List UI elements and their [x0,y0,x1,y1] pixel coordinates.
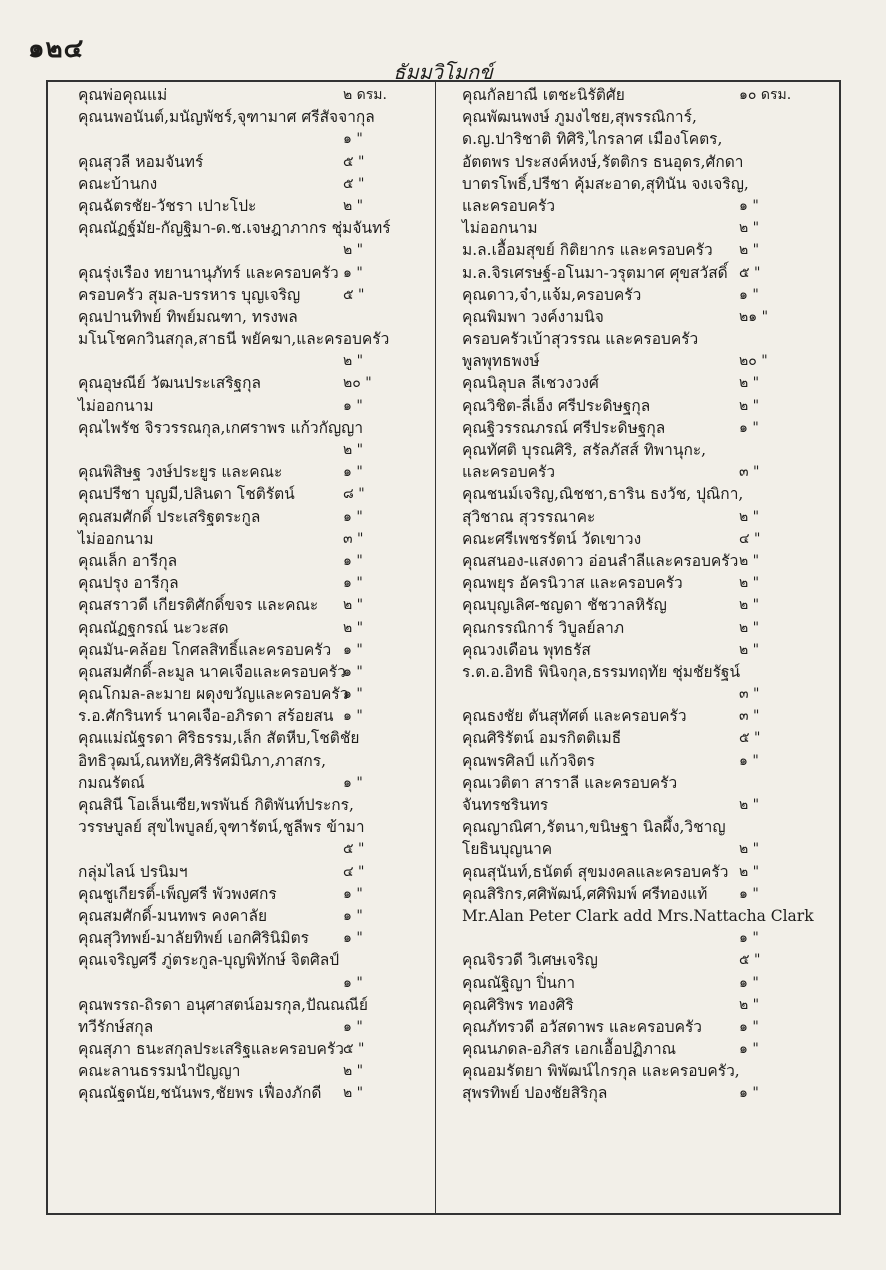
donor-entry [462,262,832,284]
donation-amount: ๒ " [739,508,760,525]
donor-entry [78,217,426,239]
donor-entry [78,461,426,483]
donation-amount: ๒ " [739,996,760,1013]
donor-entry [78,195,426,217]
donor-entry [78,861,426,883]
donation-amount: ๔ " [739,530,761,547]
donor-name: คณะลานธรรมนำปัญญา [78,1062,241,1081]
donor-entry [78,151,426,173]
donation-amount: ๑ " [739,752,759,769]
donor-name: ม.ล.เอื้อมสุขย์ กิติยากร และครอบครัว [462,241,713,260]
donor-entry [78,528,426,550]
donor-entry [78,949,426,971]
donation-amount: ๓ " [739,464,760,481]
donor-name: คุณเล็ก อารีกุล [78,551,178,570]
donor-name: ครอบครัวเบ้าสุวรรณ และครอบครัว [462,330,699,349]
donor-entry [78,727,426,749]
donor-entry [462,861,832,883]
donor-entry [462,905,832,927]
donation-amount: ๒ " [343,1063,364,1080]
donation-amount: ๓ " [343,530,364,547]
donor-entry [462,705,832,727]
donor-name: คุณอมรัตยา พิพัฒน์ไกรกุล และครอบครัว, [462,1062,740,1081]
donation-amount: ๒ " [739,552,760,569]
donor-entry [78,417,426,439]
donor-name: คุณณัฏฐ์มัย-กัญฐิมา-ด.ช.เจษฎาภากร ชุ่มจันทร์ [78,219,391,238]
donor-name: คุณแม่ณัฐรดา ศิริธรรม,เล็ก สัตหีบ,โชติชัย [78,729,360,748]
donation-amount: ๑ " [343,131,363,148]
donor-name: ร.ต.อ.อิทธิ พินิจกุล,ธรรมทฤทัย ชุ่มชัยรัฐน์ [462,662,741,681]
donor-entry [462,594,832,616]
donation-amount: ๑ " [739,930,759,947]
donor-entry [78,794,426,816]
donation-amount: ๑ " [343,907,363,924]
donor-name: คุณนพอนันต์,มนัญพัชร์,จุฑามาศ ศรีสัจจากุล [78,108,375,127]
donor-name: คุณญาณิศา,รัตนา,ขนิษฐา นิลผึ้ง,วิชาญ [462,818,726,837]
donation-amount: ๒๐ " [343,375,372,392]
donation-amount: ๒ " [739,575,760,592]
donor-name: อัตตพร ประสงค์หงษ์,รัตติกร ธนอุดร,ศักดา [462,152,744,171]
donor-entry [78,838,426,860]
donor-entry [462,639,832,661]
donor-entry [462,128,832,150]
donor-name: วรรษบูลย์ สุขไพบูลย์,จุฑารัตน์,ชูลีพร ข้ามา [78,818,365,837]
running-head: ธัมมวิโมกข์ [393,60,493,84]
donor-entry [78,883,426,905]
donor-name: คุณมัน-คล้อย โกศลสิทธิ์และครอบครัว [78,640,332,659]
donor-name: คุณสุนันท์,ธนัตต์ สุขมงคลและครอบครัว [462,862,729,881]
donor-name: ไม่ออกนาม [462,219,538,238]
donor-name: มโนโชคกวินสกุล,สาธนี พยัคฆา,และครอบครัว [78,330,390,349]
donation-amount: ๑ " [343,885,363,902]
donor-entry [78,328,426,350]
donor-name: คุณสินี โอเล็นเซีย,พรพันธ์ กิติพันท์ประกร, [78,796,354,814]
donor-entry [78,84,426,106]
donor-name: คุณโกมล-ละมาย ผดุงขวัญและครอบครัว [78,685,349,704]
donor-entry [78,639,426,661]
donor-name: คุณจิรวดี วิเศษเจริญ [462,951,598,970]
donor-entry [78,683,426,705]
donation-amount: ๘ " [343,486,365,503]
donor-entry [78,1038,426,1060]
donor-entry [462,328,832,350]
donor-name: กมณรัตณ์ [78,773,145,792]
donor-entry [462,372,832,394]
donor-entry [462,173,832,195]
donor-name: โยธินบุญนาค [462,840,553,859]
donor-name: คุณไพรัช จิรวรรณกุล,เกศราพร แก้วกัญญา [78,418,364,437]
donor-name: คุณพิสิษฐ วงษ์ประยูร และคณะ [78,463,283,482]
donor-name: คุณวิชิต-ลี่เอ็ง ศรีประดิษฐกุล [462,396,651,415]
donor-name: คุณปานทิพย์ ทิพย์มณฑา, ทรงพล [78,307,298,326]
donation-amount: ๒ " [343,197,364,214]
donation-amount: ๒๑ " [739,308,769,325]
donor-entry [462,284,832,306]
donor-entry [78,350,426,372]
donor-entry [462,727,832,749]
donation-amount: ๑ " [739,197,759,214]
donor-name: คุณสิริกร,ศศิพัฒน์,ศศิพิมพ์ ศรีทองแท้ [462,884,708,903]
donor-name: คุณฐิวรรณภรณ์ ศรีประดิษฐกุล [462,418,666,437]
donor-name: ไม่ออกนาม [78,529,154,548]
donation-amount: ๑ " [739,1041,759,1058]
donor-name: คุณรุ่งเรือง ทยานานุภัทร์ และครอบครัว [78,263,339,282]
donation-amount: ๑ " [739,1085,759,1102]
donor-entry [78,306,426,328]
donation-amount: ๑ " [343,930,363,947]
donor-entry [78,905,426,927]
donor-entry [462,195,832,217]
donor-name: และครอบครัว [462,196,556,215]
donor-entry [462,994,832,1016]
donation-amount: ๑ " [739,286,759,303]
donor-entry [78,173,426,195]
donor-entry [78,572,426,594]
donor-entry [78,750,426,772]
donor-name: คุณภัทรวดี อวัสดาพร และครอบครัว [462,1017,702,1036]
donor-name: คุณธงชัย ตันสุทัศต์ และครอบครัว [462,707,687,726]
donation-amount: ๒ " [739,841,760,858]
donor-entry [462,683,832,705]
donor-entry [78,816,426,838]
donor-name: คุณศิริพร ทองศิริ [462,995,574,1014]
donor-entry [78,1016,426,1038]
donation-amount: ๓ " [739,708,760,725]
donor-entry [462,151,832,173]
donor-name: คุณปรุง อารีกุล [78,574,179,593]
donor-entry [78,927,426,949]
donation-amount: ๑ " [343,575,363,592]
donor-name: คุณพรรถ-ถิรดา อนุศาสตน์อมรกุล,ปัณณณีย์ [78,995,368,1014]
donation-amount: ๕ " [343,175,365,192]
donor-entry [78,128,426,150]
donor-entry [78,994,426,1016]
donor-name: ครอบครัว สุมล-บรรหาร บุญเจริญ [78,285,301,304]
page-number: ๑๒๔ [28,34,85,64]
donation-amount: ๒ " [739,597,760,614]
donor-name: สุวิชาณ สุวรรณาคะ [462,507,596,526]
donation-amount: ๒ " [343,242,364,259]
donor-entry [462,838,832,860]
donor-entry [462,816,832,838]
donor-name: คุณพัฒนพงษ์ ภูมงไชย,สุพรรณิการ์, [462,108,697,127]
donation-amount: ๒ " [343,619,364,636]
donation-amount: ๒ " [739,397,760,414]
donor-name: คุณทัศติ บุรณศิริ, สรัลภัสส์ ทิพานุกะ, [462,441,707,459]
donor-name: ทวีรักษ์สกุล [78,1017,154,1036]
donation-amount: ๒๐ " [739,353,768,370]
donation-amount: ๕ " [343,841,365,858]
donation-amount: ๑ " [343,641,363,658]
donor-entry [78,395,426,417]
donation-amount: ๕ " [343,153,365,170]
donor-name: คุณกัลยาณี เตชะนิรัติศัย [462,86,625,104]
donation-amount: ๑ " [343,264,363,281]
donor-entry [462,506,832,528]
donor-name: คณะศรีเพชรรัตน์ วัดเขาวง [462,529,642,548]
donation-amount: ๑ " [343,663,363,680]
donor-entry [78,262,426,284]
donation-amount: ๒ " [739,242,760,259]
donor-entry [462,483,832,505]
donor-entry [462,750,832,772]
donation-amount: ๕ " [739,952,761,969]
donation-amount: ๑ " [343,708,363,725]
donor-name: คุณพ่อคุณแม่ [78,86,168,104]
donor-entry [78,550,426,572]
donor-entry [78,439,426,461]
donor-name: คุณณัฐิญา ปิ่นกา [462,973,576,992]
donor-entry [78,284,426,306]
donation-amount: ๕ " [739,264,761,281]
donation-amount: ๒ " [739,641,760,658]
donor-name: คุณเวติตา สาราลี และครอบครัว [462,773,678,792]
donation-amount: ๒ " [739,797,760,813]
donor-name: กลุ่มไลน์ ปรนิมฯ [78,862,188,881]
donation-amount: ๑ " [343,397,363,414]
donor-name: และครอบครัว [462,463,556,482]
donor-name: คุณบุญเลิศ-ชญดา ชัชวาลหิรัญ [462,596,667,615]
donation-amount: ๒ " [343,597,364,614]
donor-entry [462,661,832,683]
donor-name: คุณชนม์เจริญ,ณิชชา,ธาริน ธงวัช, ปุณิกา, [462,485,744,504]
donor-name: คุณนภดล-อภิสร เอกเอื้อปฏิภาณ [462,1040,677,1059]
donor-entry [462,417,832,439]
donor-list-left [78,84,426,1212]
donor-name: ม.ล.จิรเศรษฐ์-อโนมา-วรุตมาศ ศุขสวัสดิ์ [462,263,728,282]
donor-name: คุณสราวดี เกียรติศักดิ์ขจร และคณะ [78,596,319,615]
donor-name: คณะบ้านกง [78,174,158,193]
donation-amount: ๑ " [739,974,759,991]
donation-amount: ๒ ดรม. [343,87,387,103]
donor-name: คุณสุวิทพย์-มาลัยทิพย์ เอกศิรินิมิตร [78,929,309,948]
donor-entry [462,239,832,261]
donor-entry [462,1016,832,1038]
donor-name: คุณนิลุบล ลีเชวงวงศ์ [462,374,599,393]
donor-entry [78,705,426,727]
donor-name: ร.อ.ศักรินทร์ นาคเจือ-อภิรดา สร้อยสน [78,707,334,726]
donation-amount: ๑ " [343,774,363,791]
donation-amount: ๑ " [739,885,759,902]
donor-entry [462,350,832,372]
donor-name: คุณชูเกียรติ์-เพ็ญศรี พัวพงศกร [78,884,277,903]
donor-entry [462,84,832,106]
donation-amount: ๓ " [739,686,760,703]
donor-entry [78,594,426,616]
donor-entry [462,1060,832,1082]
donor-entry [462,306,832,328]
donor-name: คุณพรศิลป์ แก้วจิตร [462,751,595,770]
donor-name: สุพรทิพย์ ปองชัยสิริกุล [462,1084,608,1103]
donor-name: คุณสมศักดิ์ ประเสริฐตระกูล [78,507,261,526]
donation-amount: ๒ " [343,1085,364,1102]
donation-amount: ๑ " [343,1018,363,1035]
donor-name: Mr.Alan Peter Clark add Mrs.Nattacha Clark [462,906,814,925]
donor-entry [78,239,426,261]
donor-name: คุณศิริรัตน์ อมรกิตติเมธี [462,729,622,748]
donor-name: คุณสมศักดิ์-มนทพร คงคาลัย [78,906,268,925]
donor-entry [78,506,426,528]
donor-entry [462,772,832,794]
donation-amount: ๑ " [343,464,363,481]
donor-entry [462,1038,832,1060]
donation-amount: ๒ " [739,375,760,392]
donor-entry [462,439,832,461]
donor-name: คุณณัฏฐกรณ์ นะวะสด [78,618,229,637]
donor-entry [462,1082,832,1104]
donation-amount: ๑ " [343,686,363,703]
donor-name: บาตรโพธิ์,ปรีชา คุ้มสะอาด,สุทินัน จงเจริญ, [462,174,749,193]
donation-amount: ๑ " [343,974,363,991]
donor-name: จันทรชรินทร [462,796,549,814]
donor-entry [462,794,832,816]
donor-entry [462,617,832,639]
donor-entry [78,1082,426,1104]
donation-amount: ๑๐ ดรม. [739,87,792,103]
donor-name: พูลพุทธพงษ์ [462,352,540,371]
donor-name: คุณณัฐดนัย,ชนันพร,ชัยพร เฟื่องภักดี [78,1084,322,1103]
donor-name: คุณปรีชา บุญมี,ปลินดา โชติรัตน์ [78,485,295,504]
donor-name: คุณวงเดือน พุทธรัส [462,640,591,659]
donor-name: คุณพยุร อัครนิวาส และครอบครัว [462,574,683,593]
donor-entry [462,550,832,572]
donor-name: คุณเจริญศรี ภู่ตระกูล-บุญพิทักษ์ จิตศิลป์ [78,951,340,970]
donation-amount: ๒ " [739,863,760,880]
donation-amount: ๕ " [739,730,761,747]
donation-amount: ๒ " [739,220,760,237]
donor-entry [462,883,832,905]
donation-amount: ๑ " [739,419,759,436]
donor-entry [78,1060,426,1082]
donor-name: คุณดาว,จ๋า,แจ้ม,ครอบครัว [462,285,642,304]
donor-entry [78,772,426,794]
donor-entry [462,949,832,971]
donor-entry [462,217,832,239]
donor-name: คุณพิมพา วงค์งามนิจ [462,307,604,326]
donor-name: คุณสุภา ธนะสกุลประเสริฐและครอบครัว [78,1040,344,1059]
donation-amount: ๑ " [343,508,363,525]
donor-entry [462,395,832,417]
donor-name: คุณสมศักดิ์-ละมูล นาคเจือและครอบครัว [78,662,346,681]
donation-amount: ๒ " [343,353,364,370]
donor-name: คุณอุษณีย์ วัฒนประเสริฐกุล [78,374,261,393]
donor-entry [78,372,426,394]
donor-entry [78,617,426,639]
donor-entry [78,972,426,994]
donor-name: ไม่ออกนาม [78,396,154,415]
donation-amount: ๔ " [343,863,365,880]
donation-amount: ๑ " [739,1018,759,1035]
donation-amount: ๑ " [343,552,363,569]
donor-entry [462,461,832,483]
donor-list-right [462,84,832,1212]
donor-entry [462,927,832,949]
donor-name: ด.ญ.ปาริชาติ ทิศิริ,ไกรลาศ เมืองโคตร, [462,130,723,149]
donor-entry [78,483,426,505]
donor-entry [78,661,426,683]
donor-name: คุณสนอง-แสงดาว อ่อนลำลีและครอบครัว [462,551,739,570]
donor-entry [462,972,832,994]
donor-name: อิทธิวุฒน์,ณหทัย,ศิริรัศมินิภา,ภาสกร, [78,751,327,770]
donor-name: คุณฉัตรชัย-วัชรา เปาะโปะ [78,196,257,215]
donor-name: คุณกรรณิการ์ วิบูลย์ลาภ [462,618,625,637]
donor-entry [462,528,832,550]
donor-entry [462,572,832,594]
donation-amount: ๕ " [343,1041,365,1058]
donor-name: คุณสุวลี หอมจันทร์ [78,152,204,171]
donation-amount: ๕ " [343,286,365,303]
column-divider [435,80,436,1215]
donation-amount: ๒ " [739,619,760,636]
donor-entry [78,106,426,128]
donation-amount: ๒ " [343,442,364,458]
donor-entry [462,106,832,128]
